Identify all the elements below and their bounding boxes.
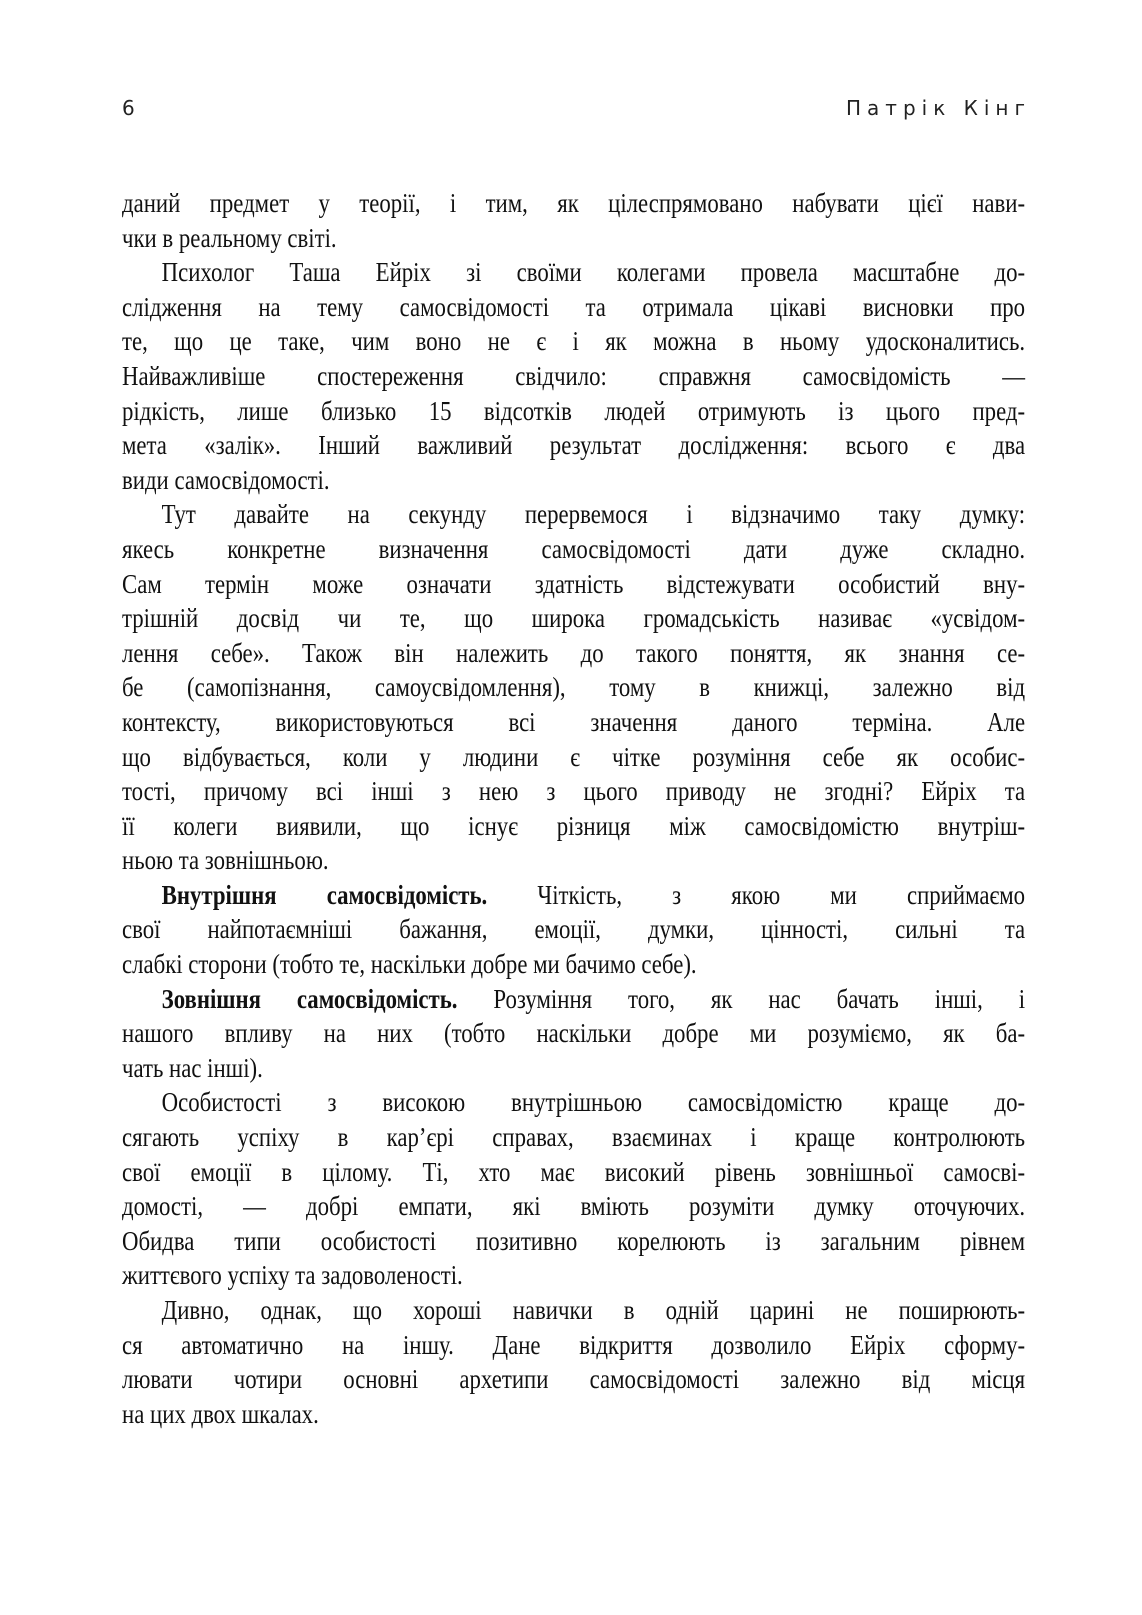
text-line: Дивно, однак, що хороші навички в одній царині не поширюють- [161, 1295, 1026, 1325]
page-number: 6 [122, 96, 135, 120]
text-line: мета «залік». Інший важливий результат дослідження: всього є два [122, 430, 1026, 461]
text-line: свої емоції в цілому. Ті, хто має високий рівень зовнішньої самосві- [122, 1156, 1026, 1187]
text-line: домості, — добрі емпати, які вміють розуміти думку оточуючих. [122, 1191, 1026, 1222]
term-internal-self-awareness: Внутрішня самосвідомість. [161, 879, 488, 910]
text-line: Психолог Таша Ейріх зі своїми колегами провела масштабне до- [161, 257, 1026, 288]
text-line: слабкі сторони (тобто те, наскільки добре ми бачимо себе). [122, 949, 697, 980]
text-line: даний предмет у теорії, і тим, як цілеспрямовано набувати цієї нави- [122, 188, 1026, 218]
running-header [122, 96, 1031, 126]
text-line: на цих двох шкалах. [122, 1398, 319, 1429]
text-line: рідкість, лише близько 15 відсотків людей отримують із цього пред- [122, 395, 1026, 426]
definition-external-self-awareness [122, 982, 1025, 1086]
definition-internal-self-awareness [122, 878, 1025, 982]
term-external-self-awareness: Зовнішня самосвідомість. [161, 983, 458, 1014]
text-line: тості, причому всі інші з нею з цього приводу не згодні? Ейріх та [122, 776, 1026, 807]
text-line: лювати чотири основні архетипи самосвідомості залежно від місця [122, 1364, 1026, 1395]
text-line: види самосвідомості. [122, 464, 330, 495]
text-line: слідження на тему самосвідомості та отримала цікаві висновки про [122, 291, 1026, 322]
text-line: що відбувається, коли у людини є чітке розуміння себе як особис- [122, 741, 1026, 772]
text-line: Внутрішня самосвідомість. Чіткість, з якою ми сприймаємо [161, 879, 1026, 910]
text-line: її колеги виявили, що існує різниця між самосвідомістю внутріш- [122, 810, 1026, 841]
paragraph [122, 186, 1025, 255]
text-line: чать нас інші). [122, 1052, 263, 1083]
text-line: якесь конкретне визначення самосвідомості дати дуже складно. [122, 533, 1026, 564]
text-line: Тут давайте на секунду перервемося і відзначимо таку думку: [161, 499, 1026, 530]
text-line: бе (самопізнання, самоусвідомлення), тому в книжці, залежно від [122, 672, 1026, 703]
text-line: ньою та зовнішньою. [122, 845, 329, 876]
text-line: чки в реальному світі. [122, 222, 337, 253]
text-line: лення себе». Також він належить до такого поняття, як знання се- [122, 637, 1026, 668]
text-line: Обидва типи особистості позитивно корелюють із загальним рівнем [122, 1225, 1026, 1256]
paragraph [122, 497, 1025, 878]
text-line: Найважливіше спостереження свідчило: справжня самосвідомість — [122, 360, 1026, 391]
running-head-author: Патрік Кінг [846, 96, 1031, 120]
text-line: життєвого успіху та задоволеності. [122, 1260, 463, 1291]
text-line: нашого впливу на них (тобто наскільки добре ми розуміємо, як ба- [122, 1018, 1026, 1049]
paragraph [122, 1085, 1025, 1293]
text-line: свої найпотаємніші бажання, емоції, думки, цінності, сильні та [122, 914, 1026, 945]
text-line: Особистості з високою внутрішньою самосвідомістю краще до- [161, 1087, 1026, 1118]
text-line: сягають успіху в кар’єрі справах, взаєминах і краще контролюють [122, 1122, 1026, 1153]
text-line: Сам термін може означати здатність відстежувати особистий вну- [122, 568, 1026, 599]
paragraph [122, 255, 1025, 497]
text-line: ся автоматично на іншу. Дане відкриття дозволило Ейріх сформу- [122, 1329, 1026, 1360]
text-line: Зовнішня самосвідомість. Розуміння того, як нас бачать інші, і [161, 983, 1026, 1014]
text-line: контексту, використовуються всі значення даного терміна. Але [122, 706, 1026, 737]
text-line: те, що це таке, чим воно не є і як можна в ньому удосконалитись. [122, 326, 1026, 357]
paragraph [122, 1293, 1025, 1431]
text-line: трішній досвід чи те, що широка громадськість називає «усвідом- [122, 603, 1026, 634]
body-text [122, 186, 1025, 1431]
